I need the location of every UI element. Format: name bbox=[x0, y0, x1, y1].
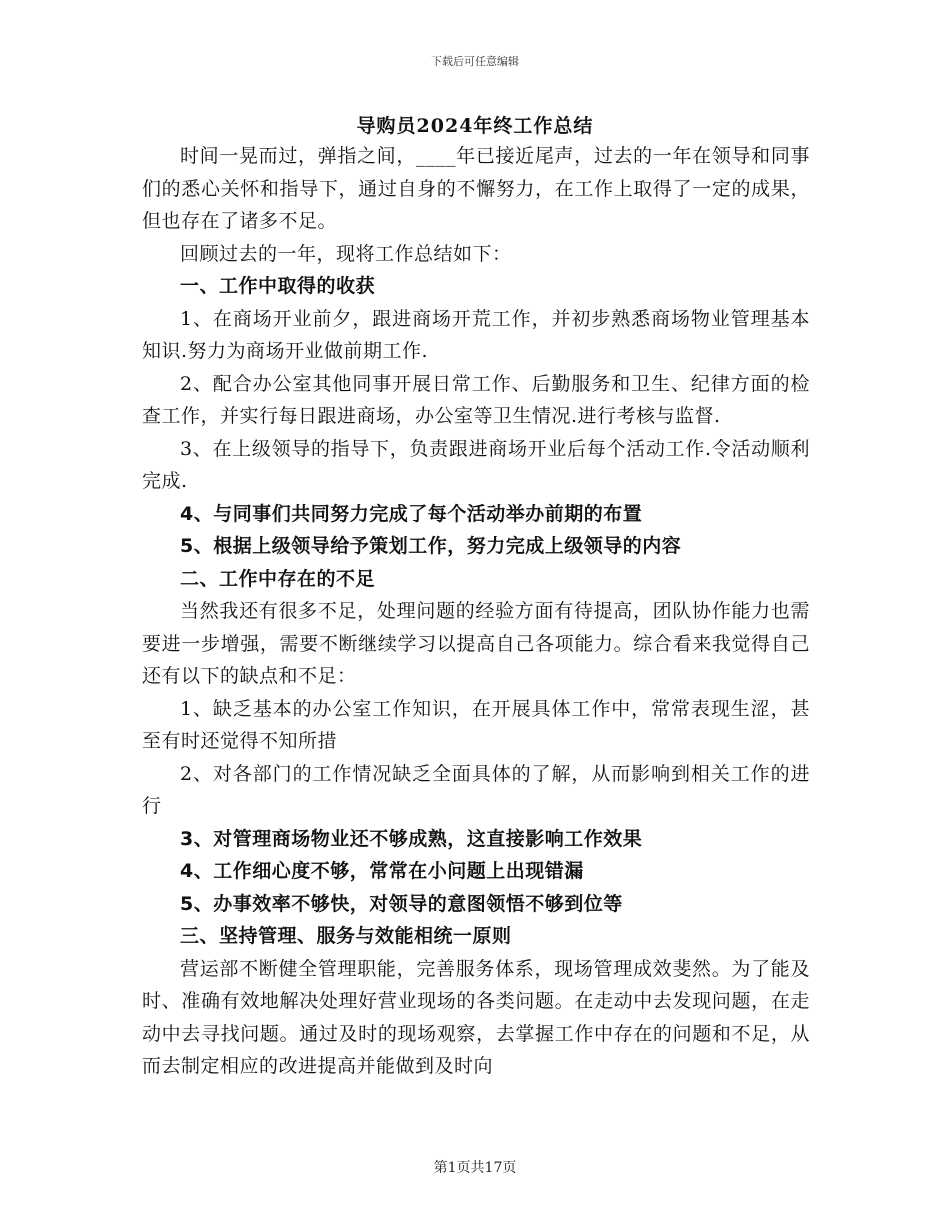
paragraph: 3、对管理商场物业还不够成熟，这直接影响工作效果 bbox=[180, 827, 643, 850]
paragraph: 当然我还有很多不足，处理问题的经验方面有待提高，团队协作能力也需要进一步增强，需要不断继续学习以提高自己各项能力。综合看来我觉得自己还有以下的缺点和不足： bbox=[142, 600, 810, 687]
header-note: 下载后可任意编辑 bbox=[431, 55, 519, 68]
section-heading: 二、工作中存在的不足 bbox=[180, 567, 376, 590]
paragraph: 营运部不断健全管理职能，完善服务体系，现场管理成效斐然。为了能及时、准确有效地解决处理好营业现场的各类问题。在走动中去发现问题，在走动中去寻找问题。通过及时的现场观察，去掌握工作中存在的问题和不足，从而去制定相应的改进提高并能做到及时向 bbox=[142, 957, 810, 1077]
paragraph: 4、工作细心度不够，常常在小问题上出现错漏 bbox=[180, 860, 584, 882]
document-title: 导购员2024年终工作总结 bbox=[356, 115, 594, 137]
document-body bbox=[142, 140, 810, 1083]
page-footer: 第1页共17页 bbox=[433, 1160, 517, 1176]
paragraph: 4、与同事们共同努力完成了每个活动举办前期的布置 bbox=[180, 502, 643, 525]
paragraph: 时间一晃而过，弹指之间，____年已接近尾声，过去的一年在领导和同事们的悉心关怀和指导下，通过自身的不懈努力，在工作上取得了一定的成果，但也存在了诸多不足。 bbox=[142, 145, 810, 232]
paragraph: 5、根据上级领导给予策划工作，努力完成上级领导的内容 bbox=[180, 535, 682, 557]
paragraph: 2、配合办公室其他同事开展日常工作、后勤服务和卫生、纪律方面的检查工作，并实行每日跟进商场，办公室等卫生情况.进行考核与监督. bbox=[142, 372, 810, 427]
paragraph: 回顾过去的一年，现将工作总结如下： bbox=[180, 242, 512, 265]
section-heading: 三、坚持管理、服务与效能相统一原则 bbox=[180, 925, 512, 947]
paragraph: 3、在上级领导的指导下，负责跟进商场开业后每个活动工作.令活动顺利完成. bbox=[142, 437, 810, 492]
paragraph: 1、在商场开业前夕，跟进商场开荒工作，并初步熟悉商场物业管理基本知识.努力为商场开业做前期工作. bbox=[142, 307, 810, 362]
paragraph: 1、缺乏基本的办公室工作知识，在开展具体工作中，常常表现生涩，甚至有时还觉得不知所措 bbox=[142, 697, 810, 752]
paragraph: 2、对各部门的工作情况缺乏全面具体的了解，从而影响到相关工作的进行 bbox=[142, 762, 810, 817]
paragraph: 5、办事效率不够快，对领导的意图领悟不够到位等 bbox=[180, 892, 623, 915]
section-heading: 一、工作中取得的收获 bbox=[180, 275, 376, 297]
